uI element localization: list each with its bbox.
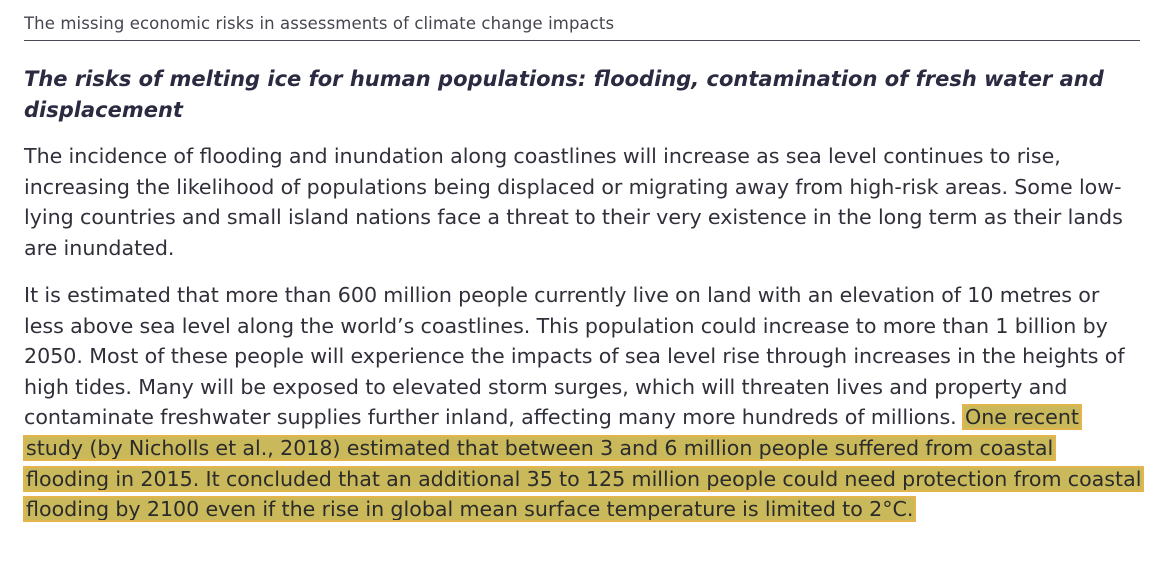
paragraph-coastal-population	[24, 280, 1142, 525]
running-header-title: The missing economic risks in assessments of climate change impacts	[24, 14, 1140, 41]
section-heading: The risks of melting ice for human populations: flooding, contamination of fresh water and displacement	[24, 67, 1104, 122]
paragraph-sea-level-displacement: The incidence of flooding and inundation along coastlines will increase as sea level continues to rise, increasing the likelihood of populations being displaced or migrating away from high-risk areas. Some low-lying countries and small island nations face a threat to their very existence in the long term as their lands are inundated.	[24, 144, 1123, 260]
paragraph-coastal-population-text: It is estimated that more than 600 million people currently live on land with an elevation of 10 metres or less above sea level along the world’s coastlines. This population could increase to more than 1 billion by 2050. Most of these people will experience the impacts of sea level rise through increases in the heights of high tides. Many will be exposed to elevated storm surges, which will threaten lives and property and contaminate freshwater supplies further inland, affecting many more hundreds of millions.	[24, 283, 1125, 430]
highlighted-text-selection[interactable]: One recent study (by Nicholls et al., 2018) estimated that between 3 and 6 million people suffered from coastal flooding in 2015. It concluded that an additional 35 to 125 million people could need protection from coastal flooding by 2100 even if the rise in global mean surface temperature is limited to 2°C.	[26, 405, 1142, 522]
